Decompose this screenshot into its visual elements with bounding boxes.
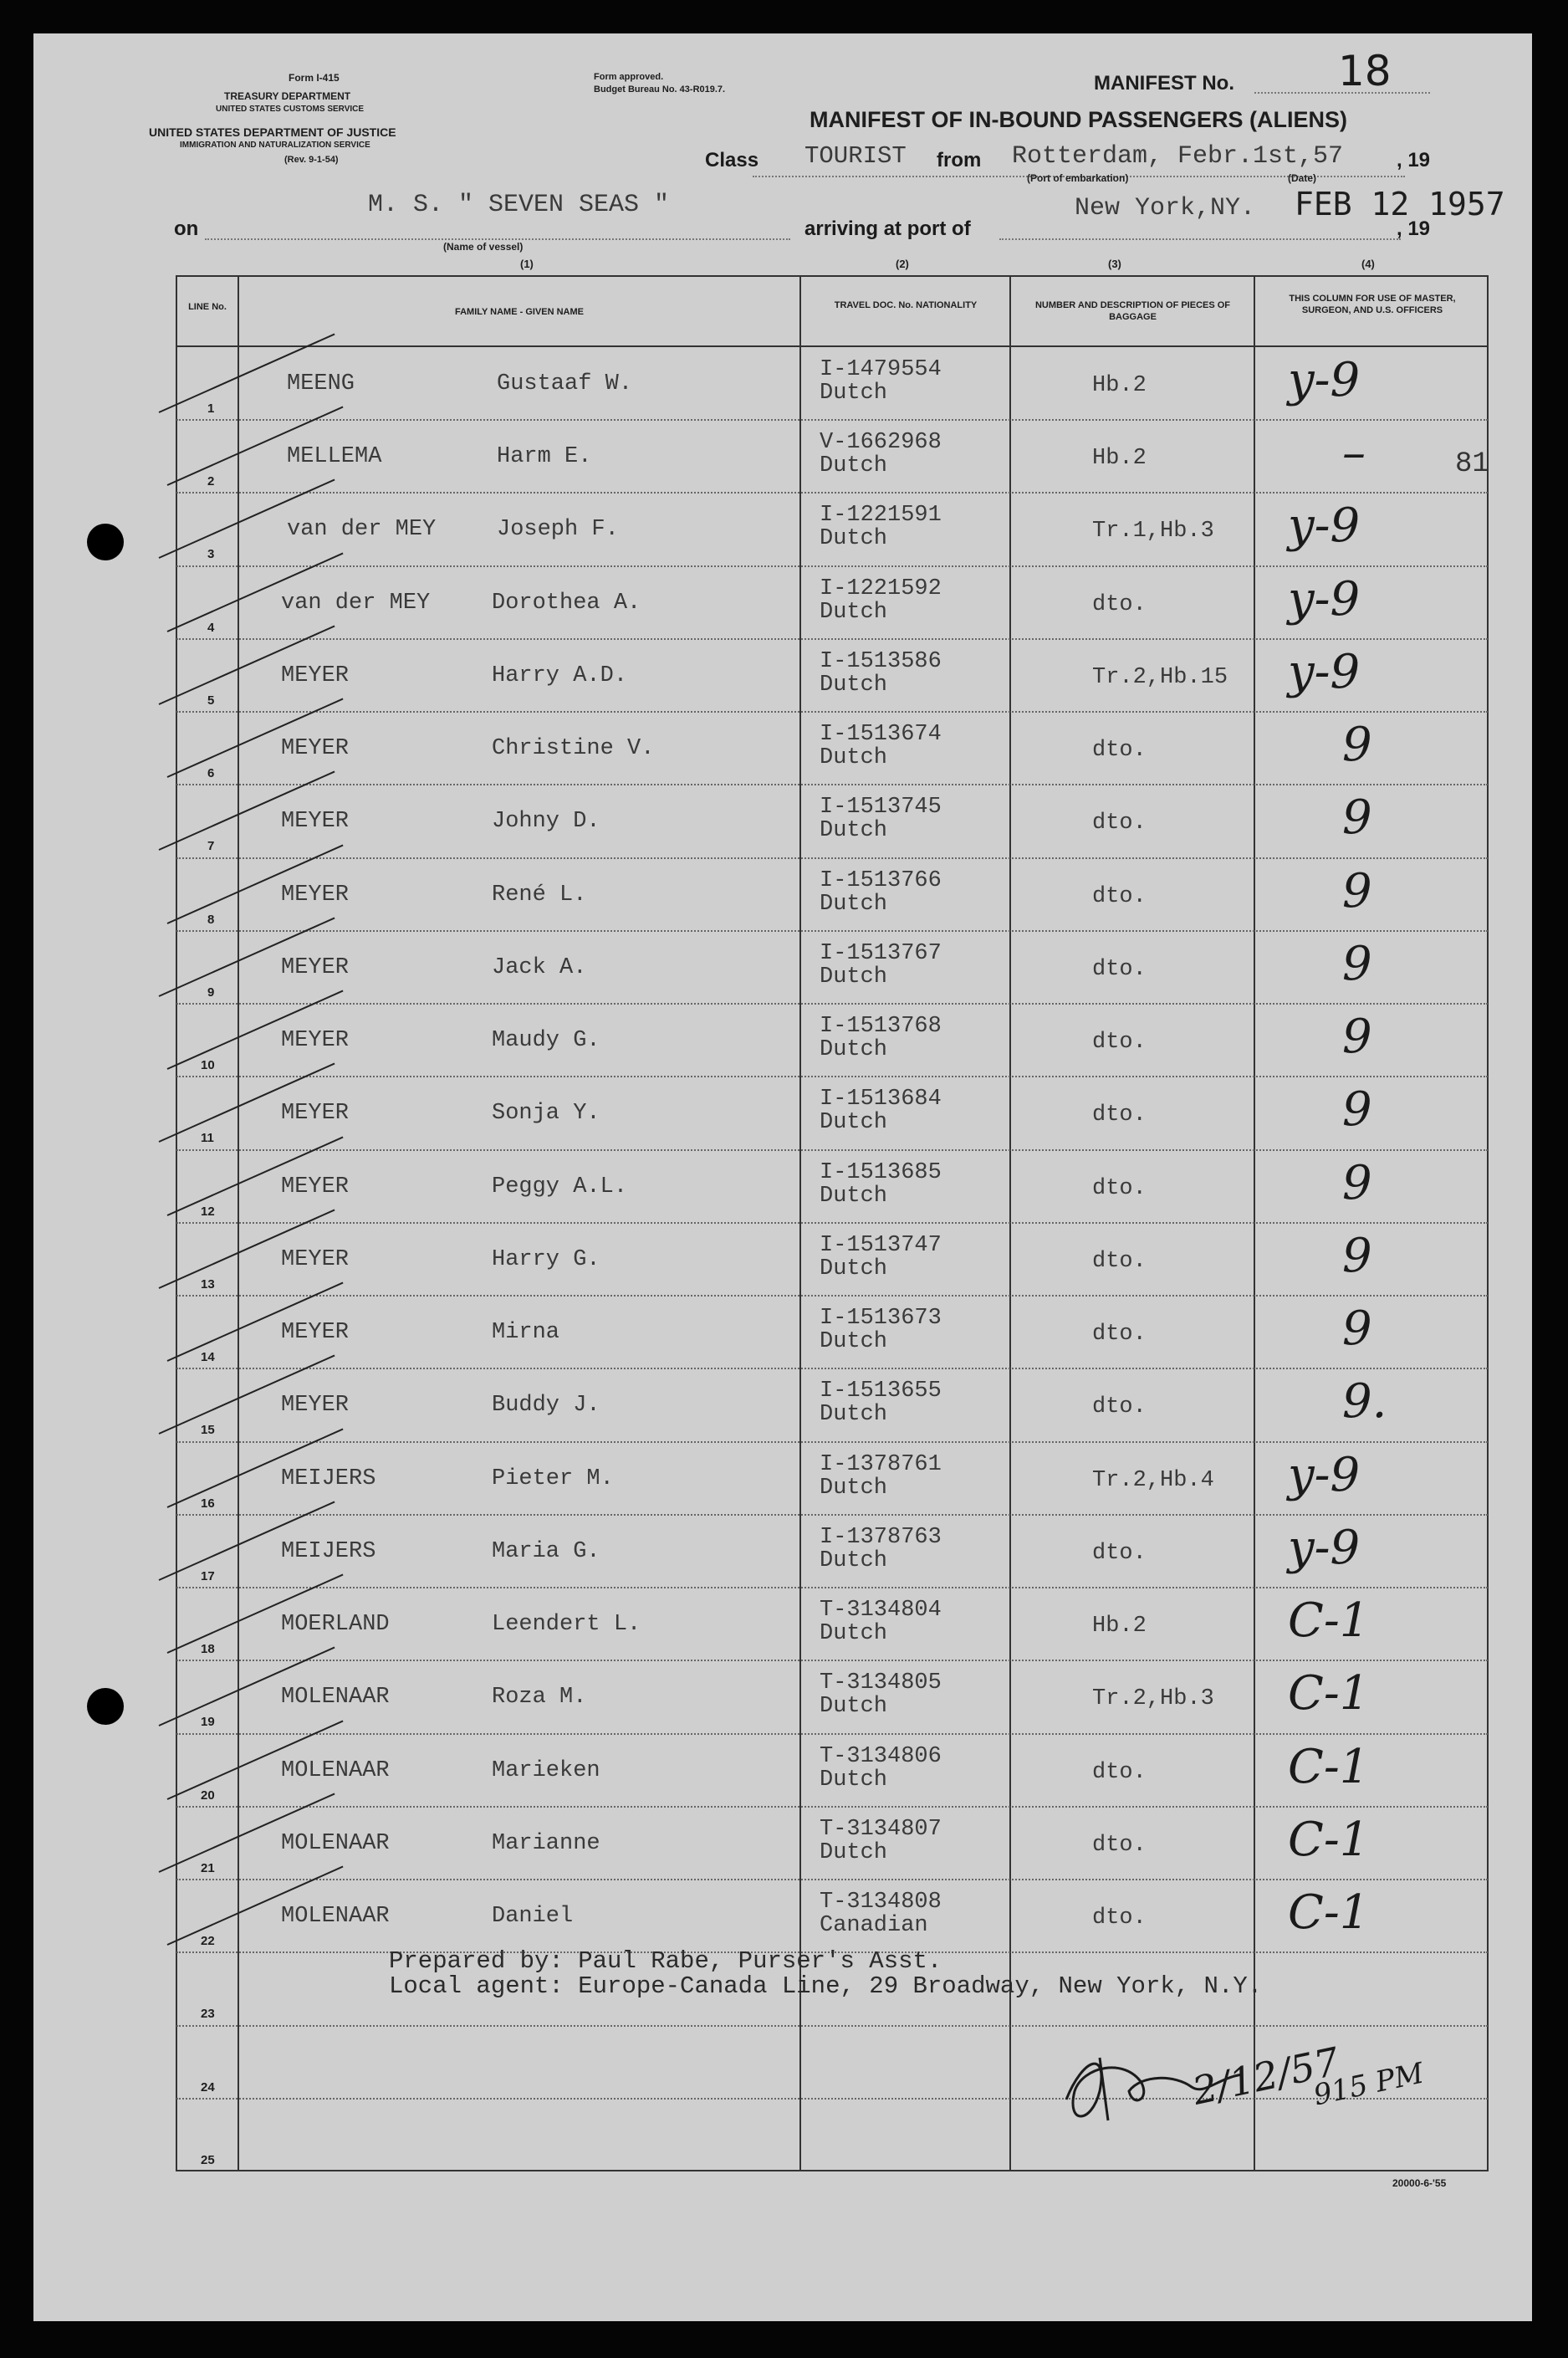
line-number: 13 bbox=[201, 1276, 215, 1292]
nationality: Dutch bbox=[820, 1767, 888, 1793]
row-divider bbox=[176, 1441, 1488, 1443]
line-number: 3 bbox=[207, 547, 215, 562]
local-agent: Local agent: Europe-Canada Line, 29 Broadway, New York, N.Y. bbox=[389, 1972, 1263, 2000]
baggage: dto. bbox=[1092, 1832, 1147, 1858]
family-name: MEENG bbox=[287, 371, 355, 396]
row-divider bbox=[176, 2025, 1488, 2027]
family-name: MEYER bbox=[281, 1246, 350, 1272]
officer-mark: 9 bbox=[1342, 1302, 1372, 1357]
line-number: 10 bbox=[201, 1058, 215, 1073]
line-number: 8 bbox=[207, 912, 215, 927]
travel-doc-number: I-1513767 bbox=[820, 940, 942, 966]
baggage: Hb.2 bbox=[1092, 373, 1147, 398]
family-name: MOLENAAR bbox=[281, 1757, 390, 1783]
travel-doc-number: I-1513684 bbox=[820, 1087, 942, 1113]
footer-code: 20000-6-'55 bbox=[1392, 2177, 1447, 2189]
row-divider bbox=[176, 492, 1488, 494]
family-name: MOERLAND bbox=[281, 1612, 390, 1638]
row-divider bbox=[176, 419, 1488, 421]
year-label: , 19 bbox=[1397, 149, 1431, 171]
row-divider bbox=[176, 711, 1488, 713]
line-number: 9 bbox=[207, 985, 215, 1000]
baggage: dto. bbox=[1092, 591, 1147, 617]
ins-service: IMMIGRATION AND NATURALIZATION SERVICE bbox=[180, 141, 370, 150]
family-name: MEIJERS bbox=[281, 1465, 376, 1491]
travel-doc-number: I-1513766 bbox=[820, 867, 942, 893]
header-baggage: NUMBER AND DESCRIPTION OF PIECES OF BAGGAGE bbox=[1034, 300, 1231, 322]
manifest-title: MANIFEST OF IN-BOUND PASSENGERS (ALIENS) bbox=[810, 107, 1348, 132]
nationality: Dutch bbox=[820, 1547, 888, 1573]
line-number: 4 bbox=[207, 620, 215, 635]
line-number: 1 bbox=[207, 402, 215, 416]
line-number: 7 bbox=[207, 839, 215, 854]
given-name: Joseph F. bbox=[497, 517, 619, 543]
arriving-label: arriving at port of bbox=[804, 217, 971, 240]
officer-mark: y-9 bbox=[1288, 499, 1361, 554]
nationality: Dutch bbox=[820, 745, 888, 771]
nationality: Dutch bbox=[820, 1402, 888, 1428]
given-name: Pieter M. bbox=[492, 1465, 614, 1491]
row-divider bbox=[176, 1295, 1488, 1297]
line-number: 14 bbox=[201, 1350, 215, 1365]
row-divider bbox=[176, 1514, 1488, 1516]
row-divider bbox=[176, 565, 1488, 567]
family-name: MEIJERS bbox=[281, 1538, 376, 1564]
baggage: Tr.2,Hb.15 bbox=[1092, 664, 1228, 690]
row-divider bbox=[176, 1003, 1488, 1005]
row-divider bbox=[176, 1806, 1488, 1808]
officer-mark: 9 bbox=[1342, 1082, 1372, 1138]
nationality: Dutch bbox=[820, 453, 888, 479]
family-name: MEYER bbox=[281, 736, 350, 762]
travel-doc-number: I-1378763 bbox=[820, 1524, 942, 1550]
line-number: 15 bbox=[201, 1423, 215, 1438]
officer-mark: y-9 bbox=[1288, 353, 1361, 407]
baggage: dto. bbox=[1092, 1102, 1147, 1128]
header-family-name: FAMILY NAME - GIVEN NAME bbox=[454, 307, 585, 317]
family-name: MEYER bbox=[281, 1320, 350, 1346]
family-name: MEYER bbox=[281, 882, 350, 908]
given-name: René L. bbox=[492, 882, 587, 908]
officer-mark: C-1 bbox=[1288, 1812, 1370, 1867]
travel-doc-number: I-1513747 bbox=[820, 1232, 942, 1258]
year-label-2: , 19 bbox=[1397, 217, 1431, 240]
given-name: Dorothea A. bbox=[492, 590, 641, 616]
family-name: MEYER bbox=[281, 809, 350, 835]
nationality: Dutch bbox=[820, 381, 888, 406]
arrival-port: New York,NY. bbox=[1075, 194, 1256, 223]
officer-mark: 9 bbox=[1342, 790, 1372, 846]
baggage: dto. bbox=[1092, 1322, 1147, 1348]
class-label: Class bbox=[705, 149, 759, 171]
officer-mark: C-1 bbox=[1288, 1593, 1370, 1649]
family-name: MEYER bbox=[281, 954, 350, 980]
family-name: MEYER bbox=[281, 1393, 350, 1419]
line-number: 18 bbox=[201, 1642, 215, 1657]
embark-port-date: Rotterdam, Febr.1st,57 bbox=[1012, 142, 1344, 171]
nationality: Dutch bbox=[820, 1839, 888, 1865]
officer-mark: y-9 bbox=[1288, 1447, 1361, 1502]
officer-mark: y-9 bbox=[1288, 644, 1361, 699]
row-divider bbox=[176, 1222, 1488, 1224]
officer-mark: 9 bbox=[1342, 718, 1372, 773]
given-name: Gustaaf W. bbox=[497, 371, 633, 396]
nationality: Dutch bbox=[820, 1329, 888, 1355]
travel-doc-number: I-1513586 bbox=[820, 648, 942, 674]
baggage: dto. bbox=[1092, 1175, 1147, 1201]
given-name: Harry G. bbox=[492, 1246, 600, 1272]
family-name: van der MEY bbox=[281, 590, 431, 616]
family-name: van der MEY bbox=[287, 517, 437, 543]
given-name: Maria G. bbox=[492, 1538, 600, 1564]
given-name: Roza M. bbox=[492, 1685, 587, 1711]
given-name: Peggy A.L. bbox=[492, 1174, 628, 1199]
nationality: Dutch bbox=[820, 1694, 888, 1720]
nationality: Dutch bbox=[820, 672, 888, 698]
given-name: Mirna bbox=[492, 1320, 560, 1346]
baggage: dto. bbox=[1092, 1030, 1147, 1056]
travel-doc-number: I-1513685 bbox=[820, 1159, 942, 1185]
header-travel-doc: TRAVEL DOC. No. NATIONALITY bbox=[834, 300, 978, 310]
port-embark-caption: (Port of embarkation) bbox=[1027, 172, 1129, 184]
officer-mark: 9 bbox=[1342, 1228, 1372, 1283]
row-divider bbox=[176, 1368, 1488, 1369]
line-number: 23 bbox=[201, 2007, 215, 2022]
row-divider bbox=[176, 1879, 1488, 1880]
given-name: Leendert L. bbox=[492, 1612, 641, 1638]
officer-mark: – bbox=[1342, 426, 1366, 481]
officer-mark: C-1 bbox=[1288, 1739, 1370, 1794]
row-divider bbox=[176, 1149, 1488, 1151]
travel-doc-number: T-3134805 bbox=[820, 1670, 942, 1696]
line-number: 11 bbox=[201, 1131, 214, 1146]
line-number: 24 bbox=[201, 2079, 215, 2095]
officer-mark: 9 bbox=[1342, 936, 1372, 991]
on-label: on bbox=[174, 217, 199, 240]
family-name: MEYER bbox=[281, 1101, 350, 1127]
officer-mark: 9 bbox=[1342, 1155, 1372, 1210]
baggage: dto. bbox=[1092, 956, 1147, 982]
form-approved: Form approved. bbox=[594, 72, 664, 82]
baggage: Tr.2,Hb.3 bbox=[1092, 1686, 1214, 1712]
given-name: Buddy J. bbox=[492, 1393, 600, 1419]
family-name: MEYER bbox=[281, 1174, 350, 1199]
line-number: 17 bbox=[201, 1568, 215, 1583]
travel-doc-number: I-1513674 bbox=[820, 722, 942, 748]
baggage: dto. bbox=[1092, 1394, 1147, 1420]
baggage: dto. bbox=[1092, 811, 1147, 836]
officer-mark: C-1 bbox=[1288, 1885, 1370, 1941]
officer-mark: C-1 bbox=[1288, 1666, 1370, 1721]
prepared-by: Prepared by: Paul Rabe, Purser's Asst. bbox=[389, 1947, 942, 1975]
nationality: Dutch bbox=[820, 1183, 888, 1209]
manifest-number: 18 bbox=[1338, 47, 1392, 95]
line-number: 16 bbox=[201, 1496, 215, 1511]
given-name: Daniel bbox=[492, 1904, 574, 1930]
line-number: 19 bbox=[201, 1715, 215, 1730]
officer-mark: y-9 bbox=[1288, 571, 1361, 627]
row-divider bbox=[176, 1587, 1488, 1588]
given-name: Harry A.D. bbox=[492, 662, 628, 688]
line-number: 2 bbox=[207, 474, 215, 489]
officer-mark: 9. bbox=[1342, 1374, 1387, 1430]
baggage: dto. bbox=[1092, 883, 1147, 909]
baggage: Tr.2,Hb.4 bbox=[1092, 1467, 1214, 1493]
nationality: Dutch bbox=[820, 1256, 888, 1281]
given-name: Sonja Y. bbox=[492, 1101, 600, 1127]
travel-doc-number: I-1513673 bbox=[820, 1306, 942, 1332]
nationality: Dutch bbox=[820, 818, 888, 844]
baggage: Hb.2 bbox=[1092, 446, 1147, 472]
line-number: 25 bbox=[201, 2152, 215, 2167]
nationality: Canadian bbox=[820, 1913, 928, 1939]
travel-doc-number: T-3134808 bbox=[820, 1890, 942, 1916]
line-number: 22 bbox=[201, 1934, 215, 1949]
nationality: Dutch bbox=[820, 526, 888, 552]
signature-date: 2/12/57 bbox=[1188, 2038, 1344, 2114]
date-caption: (Date) bbox=[1288, 172, 1317, 184]
form-number: Form I-415 bbox=[289, 72, 340, 84]
travel-doc-number: I-1221592 bbox=[820, 575, 942, 601]
baggage: dto. bbox=[1092, 1905, 1147, 1931]
travel-doc-number: T-3134806 bbox=[820, 1743, 942, 1769]
travel-doc-number: T-3134807 bbox=[820, 1816, 942, 1842]
travel-doc-number: I-1513655 bbox=[820, 1378, 942, 1404]
row-divider bbox=[176, 784, 1488, 785]
row-divider bbox=[176, 2098, 1488, 2100]
row-divider bbox=[176, 638, 1488, 640]
nationality: Dutch bbox=[820, 1621, 888, 1647]
header-officers: THIS COLUMN FOR USE OF MASTER, SURGEON, AND U.S. OFFICERS bbox=[1289, 294, 1456, 315]
signature-time: 915 PM bbox=[1310, 2056, 1428, 2113]
family-name: MEYER bbox=[281, 1028, 350, 1054]
nationality: Dutch bbox=[820, 964, 888, 990]
line-number: 20 bbox=[201, 1788, 215, 1803]
baggage: Tr.1,Hb.3 bbox=[1092, 519, 1214, 545]
family-name: MOLENAAR bbox=[281, 1830, 390, 1856]
family-name: MEYER bbox=[281, 662, 350, 688]
baggage: dto. bbox=[1092, 1540, 1147, 1566]
family-name: MOLENAAR bbox=[281, 1685, 390, 1711]
col-num-4: (4) bbox=[1361, 258, 1375, 270]
vessel-caption: (Name of vessel) bbox=[443, 241, 524, 253]
margin-number: 81 bbox=[1455, 448, 1489, 480]
col-num-1: (1) bbox=[520, 258, 534, 270]
family-name: MELLEMA bbox=[287, 444, 382, 470]
travel-doc-number: V-1662968 bbox=[820, 430, 942, 456]
line-number: 6 bbox=[207, 766, 215, 781]
nationality: Dutch bbox=[820, 1475, 888, 1501]
header-line-no: LINE No. bbox=[188, 302, 227, 312]
manifest-no-label: MANIFEST No. bbox=[1094, 72, 1234, 95]
nationality: Dutch bbox=[820, 1037, 888, 1063]
treasury-dept: TREASURY DEPARTMENT bbox=[224, 90, 351, 102]
line-number: 12 bbox=[201, 1204, 215, 1219]
officer-mark: y-9 bbox=[1288, 1520, 1361, 1575]
from-label: from bbox=[937, 149, 982, 171]
travel-doc-number: T-3134804 bbox=[820, 1598, 942, 1624]
row-divider bbox=[176, 1076, 1488, 1077]
col-num-3: (3) bbox=[1108, 258, 1121, 270]
col-num-2: (2) bbox=[896, 258, 909, 270]
line-number: 5 bbox=[207, 693, 215, 708]
row-divider bbox=[176, 1733, 1488, 1735]
officer-mark: 9 bbox=[1342, 863, 1372, 918]
travel-doc-number: I-1513768 bbox=[820, 1014, 942, 1040]
travel-doc-number: I-1479554 bbox=[820, 357, 942, 382]
given-name: Marianne bbox=[492, 1830, 600, 1856]
justice-dept: UNITED STATES DEPARTMENT OF JUSTICE bbox=[149, 125, 396, 139]
arrival-date-stamp: FEB 12 1957 bbox=[1295, 186, 1505, 223]
row-divider bbox=[176, 930, 1488, 932]
row-divider bbox=[176, 857, 1488, 859]
baggage: dto. bbox=[1092, 1759, 1147, 1785]
vessel-name: M. S. " SEVEN SEAS " bbox=[368, 191, 670, 219]
travel-doc-number: I-1221591 bbox=[820, 503, 942, 529]
line-number: 21 bbox=[201, 1860, 215, 1875]
revision: (Rev. 9-1-54) bbox=[284, 155, 339, 165]
baggage: dto. bbox=[1092, 738, 1147, 764]
travel-doc-number: I-1378761 bbox=[820, 1451, 942, 1477]
baggage: dto. bbox=[1092, 1248, 1147, 1274]
given-name: Johny D. bbox=[492, 809, 600, 835]
officer-mark: 9 bbox=[1342, 1010, 1372, 1065]
family-name: MOLENAAR bbox=[281, 1904, 390, 1930]
travel-doc-number: I-1513745 bbox=[820, 795, 942, 821]
nationality: Dutch bbox=[820, 599, 888, 625]
baggage: Hb.2 bbox=[1092, 1614, 1147, 1639]
nationality: Dutch bbox=[820, 891, 888, 917]
given-name: Christine V. bbox=[492, 736, 655, 762]
class-value: TOURIST bbox=[804, 142, 907, 170]
given-name: Marieken bbox=[492, 1757, 600, 1783]
given-name: Harm E. bbox=[497, 444, 592, 470]
given-name: Maudy G. bbox=[492, 1028, 600, 1054]
row-divider bbox=[176, 1660, 1488, 1661]
given-name: Jack A. bbox=[492, 954, 587, 980]
customs-service: UNITED STATES CUSTOMS SERVICE bbox=[216, 105, 365, 114]
budget-bureau: Budget Bureau No. 43-R019.7. bbox=[594, 84, 726, 95]
nationality: Dutch bbox=[820, 1110, 888, 1136]
